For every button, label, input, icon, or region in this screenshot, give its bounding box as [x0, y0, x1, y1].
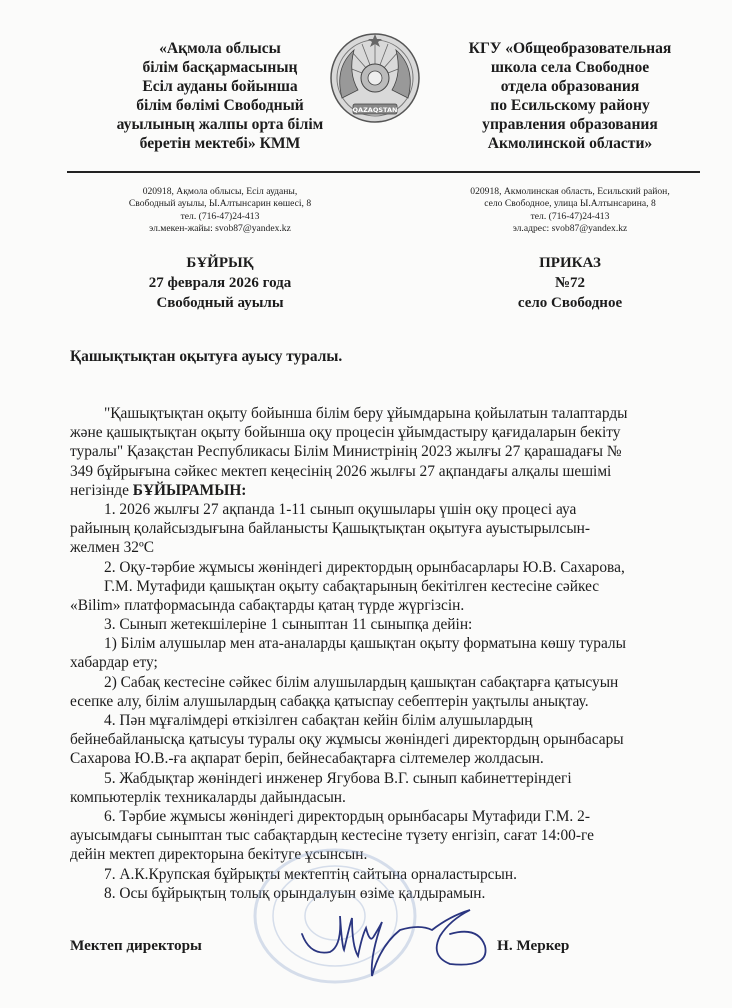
- order-body: [70, 404, 710, 903]
- header-line: білім басқармасының: [142, 59, 298, 76]
- signature-row: [70, 936, 630, 956]
- signer-title: Мектеп директоры: [70, 937, 202, 954]
- order-item-1-cont: райының қолайсыздығына байланысты Қашықтықтан оқытуға ауыстырылсын-: [70, 520, 591, 538]
- order-item-3: 3. Сынып жетекшілеріне 1 сыныптан 11 сыныпқа дейін:: [104, 616, 473, 634]
- order-item-4-cont: Сахарова Ю.В.-ға ақпарат беріп, бейнесабақтарға сілтемелер жолдасын.: [70, 750, 544, 768]
- address-kazakh: [100, 186, 340, 236]
- order-item-2: 2. Оқу-тәрбие жұмысы жөніндегі директордың орынбасарлары Ю.В. Сахарова,: [104, 558, 625, 576]
- emblem-text: QAZAQSTAN: [352, 106, 398, 114]
- doc-number: №72: [554, 275, 586, 291]
- order-item-1-cont: желмен 32ºC: [70, 539, 155, 557]
- preamble-line: туралы" Қазақстан Республикасы Білім Министрінің 2023 жылғы 27 қарашадағы №: [70, 443, 622, 461]
- order-subitem-3-1-cont: хабардар ету;: [70, 654, 158, 672]
- header-line: беретін мектебі» КММ: [139, 135, 301, 152]
- order-subitem-3-2-cont: есепке алу, білім алушылардың сабаққа қатыспау себептерін уақтылы анықтау.: [70, 692, 589, 710]
- order-title-kazakh: [110, 253, 330, 313]
- order-item-4-cont: бейнебайланысқа қатысуы туралы оқу жұмысы жөніндегі директордың орынбасары: [70, 731, 624, 749]
- order-item-6: 6. Тәрбие жұмысы жөніндегі директордың орынбасары Мутафиди Г.М. 2-: [104, 807, 590, 825]
- order-item-2-cont: «Bilim» платформасында сабақтарды қатаң түрде жүргізсін.: [70, 596, 465, 614]
- header-russian-org: [440, 39, 700, 153]
- order-item-1: 1. 2026 жылғы 27 ақпанда 1-11 сынып оқушылары үшін оқу процесі ауа: [104, 500, 577, 518]
- order-title-russian: [470, 253, 670, 313]
- order-item-7: 7. А.К.Крупская бұйрықты мектептің сайтына орналастырсын.: [104, 865, 517, 883]
- header-kazakh-org: [100, 39, 340, 153]
- address-line: тел. (716-47)24-413: [530, 210, 610, 222]
- preamble-end: негізінде: [70, 481, 133, 499]
- order-item-2-cont: Г.М. Мутафиди қашықтан оқыту сабақтарының бекітілген кестесіне сәйкес: [104, 577, 600, 595]
- address-line: 020918, Акмолинская область, Есильский район,: [470, 186, 670, 197]
- address-line: Свободный ауылы, Ы.Алтынсарин көшесі, 8: [128, 198, 312, 210]
- header-line: управления образования: [482, 116, 658, 133]
- order-subitem-3-1: 1) Білім алушылар мен ата-аналарды қашықтан оқыту форматына көшу туралы: [104, 635, 626, 653]
- order-item-6-cont: ауысымдағы сыныптан тыс сабақтардың кестесіне түзету енгізіп, сағат 14:00-ге: [70, 827, 594, 845]
- address-russian: [440, 186, 700, 236]
- header-line: ауылының жалпы орта білім: [116, 116, 324, 133]
- preamble-line: және қашықтықтан оқыту бойынша оқу процесін ұйымдастыру қағидаларын бекіту: [70, 424, 621, 442]
- order-word: БҰЙЫРАМЫН:: [132, 481, 247, 499]
- header-line: Акмолинской области»: [487, 135, 653, 152]
- address-line: 020918, Ақмола облысы, Есіл ауданы,: [142, 186, 298, 197]
- address-email: эл.адрес: svob87@yandex.kz: [512, 223, 628, 235]
- header-line: КГУ «Общеобразовательная: [468, 40, 672, 57]
- preamble-line: 349 бұйрығына сәйкес мектеп кеңесінің 2026 жылғы 27 ақпандағы алқалы шешімі: [70, 462, 612, 480]
- order-item-6-cont: дейін мектеп директорына бекітуге ұсынсын.: [70, 846, 368, 864]
- header-line: «Ақмола облысы: [159, 40, 281, 57]
- preamble-line: "Қашықтықтан оқыту бойынша білім беру ұйымдарына қойылатын талаптарды: [104, 405, 628, 422]
- doc-place: Свободный ауылы: [156, 295, 284, 311]
- header-line: по Есильскому району: [490, 97, 650, 114]
- doc-date: 27 февраля 2026 года: [148, 275, 292, 291]
- doc-place: село Свободное: [517, 295, 623, 311]
- order-item-5: 5. Жабдықтар жөніндегі инженер Ягубова В.Г. сынып кабинеттеріндегі: [104, 769, 572, 787]
- header-line: школа села Свободное: [490, 59, 650, 76]
- header-divider: [67, 171, 700, 173]
- header-line: Есіл ауданы бойынша: [142, 78, 298, 95]
- order-subject: Қашықтықтан оқытуға ауысу туралы.: [70, 348, 343, 365]
- doc-type: БҰЙРЫҚ: [186, 255, 254, 271]
- address-line: тел. (716-47)24-413: [180, 210, 260, 222]
- order-subitem-3-2: 2) Сабақ кестесіне сәйкес білім алушылардың қашықтан сабақтарға қатысуын: [104, 673, 619, 691]
- header-line: білім бөлімі Свободный: [136, 97, 304, 114]
- order-item-4: 4. Пән мұғалімдері өткізілген сабақтан кейін білім алушылардың: [104, 712, 533, 729]
- header-line: отдела образования: [500, 78, 640, 95]
- signer-name: Н. Меркер: [497, 937, 570, 954]
- doc-type: ПРИКАЗ: [539, 255, 601, 271]
- address-line: село Свободное, улица Ы.Алтынсарина, 8: [484, 198, 656, 210]
- state-emblem-icon: [328, 28, 422, 138]
- preamble-line: [70, 481, 710, 500]
- order-item-8: 8. Осы бұйрықтың толық орындалуын өзіме қалдырамын.: [104, 884, 486, 902]
- address-email: эл.мекен-жайы: svob87@yandex.kz: [149, 223, 291, 235]
- order-item-5-cont: компьютерлік техникаларды дайындасын.: [70, 788, 346, 806]
